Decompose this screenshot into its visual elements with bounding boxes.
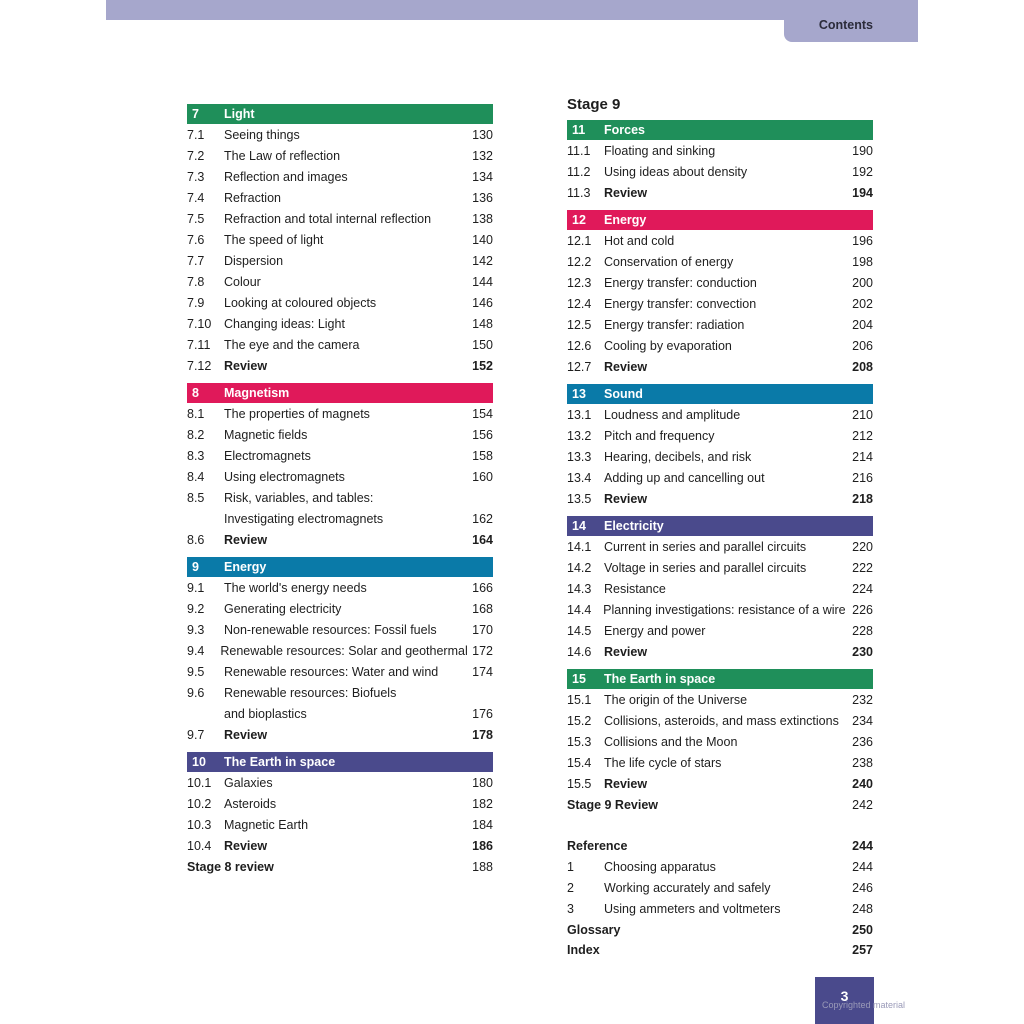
chapter-number: 7 xyxy=(192,107,199,121)
chapter-title: The Earth in space xyxy=(224,755,336,769)
entry-title: Choosing apparatus xyxy=(604,860,716,874)
entry-number: 13.3 xyxy=(567,450,592,464)
entry-title: Review xyxy=(604,492,648,506)
toc-entry[interactable] xyxy=(187,836,493,857)
entry-title: Galaxies xyxy=(224,776,273,790)
entry-number: 12.4 xyxy=(567,297,592,311)
toc-entry[interactable] xyxy=(187,662,493,683)
entry-number: 7.9 xyxy=(187,296,205,310)
entry-number: 13.1 xyxy=(567,408,592,422)
entry-page: 214 xyxy=(852,450,873,464)
glossary-title: Glossary xyxy=(567,923,621,937)
toc-entry[interactable] xyxy=(567,141,873,162)
entry-number: 12.2 xyxy=(567,255,592,269)
watermark: Copyrighted material xyxy=(822,1000,906,1010)
toc-entry[interactable] xyxy=(567,183,873,204)
entry-number: 13.5 xyxy=(567,492,592,506)
entry-page: 194 xyxy=(852,186,873,200)
toc-entry[interactable] xyxy=(567,162,873,183)
stage-review-row[interactable] xyxy=(567,795,873,816)
toc-entry[interactable] xyxy=(187,530,493,551)
entry-title: The properties of magnets xyxy=(224,407,370,421)
reference-items xyxy=(567,857,873,920)
entry-page: 146 xyxy=(472,296,493,310)
reference-page: 244 xyxy=(852,839,873,853)
entry-number: 14.5 xyxy=(567,624,592,638)
toc-entry[interactable] xyxy=(187,509,493,530)
entry-number: 3 xyxy=(567,902,574,916)
entry-page: 130 xyxy=(472,128,493,142)
entry-page: 174 xyxy=(472,665,493,679)
entry-page: 170 xyxy=(472,623,493,637)
entry-number: 12.1 xyxy=(567,234,592,248)
entry-number: 7.7 xyxy=(187,254,205,268)
chapter-number: 10 xyxy=(192,755,206,769)
toc-entry[interactable] xyxy=(187,488,493,509)
entry-page: 184 xyxy=(472,818,493,832)
entry-number: 7.8 xyxy=(187,275,205,289)
chapter-heading[interactable] xyxy=(187,557,493,577)
toc-entry[interactable] xyxy=(187,188,493,209)
entry-number: 15.4 xyxy=(567,756,592,770)
entry-title: Changing ideas: Light xyxy=(224,317,345,331)
toc-entry[interactable] xyxy=(567,642,873,663)
toc-entry[interactable] xyxy=(187,356,493,377)
entry-number: 9.3 xyxy=(187,623,205,637)
entry-number: 7.1 xyxy=(187,128,205,142)
toc-entry[interactable] xyxy=(567,252,873,273)
entry-number xyxy=(187,509,224,530)
entry-number: 10.3 xyxy=(187,818,212,832)
chapter-title: The Earth in space xyxy=(604,672,716,686)
entry-page: 218 xyxy=(852,492,873,506)
entry-title: Using ideas about density xyxy=(604,165,748,179)
entry-title: Asteroids xyxy=(224,797,277,811)
entry-title: Magnetic Earth xyxy=(224,818,309,832)
stage-review-title: Stage 9 Review xyxy=(567,798,659,812)
entry-number: 9.1 xyxy=(187,581,205,595)
entry-title: The life cycle of stars xyxy=(604,756,722,770)
entry-page: 138 xyxy=(472,212,493,226)
entry-number: 8.2 xyxy=(187,428,205,442)
entry-title: Dispersion xyxy=(224,254,284,268)
entry-number: 15.1 xyxy=(567,693,592,707)
entry-page: 232 xyxy=(852,693,873,707)
entry-page: 220 xyxy=(852,540,873,554)
entry-number: 12.5 xyxy=(567,318,592,332)
entry-title: The Law of reflection xyxy=(224,149,341,163)
entry-title: Energy transfer: convection xyxy=(604,297,757,311)
entry-page: 230 xyxy=(852,645,873,659)
chapter-title: Magnetism xyxy=(224,386,290,400)
entry-page: 144 xyxy=(472,275,493,289)
chapter-heading[interactable] xyxy=(567,516,873,536)
chapter-title: Electricity xyxy=(604,519,664,533)
chapter-heading[interactable] xyxy=(187,752,493,772)
entry-page: 196 xyxy=(852,234,873,248)
entry-title: Adding up and cancelling out xyxy=(604,471,765,485)
chapter-heading[interactable] xyxy=(187,104,493,124)
entry-title: Energy and power xyxy=(604,624,706,638)
entry-title: Hot and cold xyxy=(604,234,675,248)
toc-entry[interactable] xyxy=(567,315,873,336)
entry-title: Review xyxy=(604,645,648,659)
chapter-number: 14 xyxy=(572,519,586,533)
entry-title: Renewable resources: Solar and geothermal xyxy=(220,644,468,658)
chapter-heading[interactable] xyxy=(567,210,873,230)
toc-entry[interactable] xyxy=(567,753,873,774)
entry-number: 7.6 xyxy=(187,233,205,247)
entry-number: 14.1 xyxy=(567,540,592,554)
toc-entry[interactable] xyxy=(187,683,493,704)
entry-number: 7.4 xyxy=(187,191,205,205)
glossary-page: 250 xyxy=(852,923,873,937)
entry-number: 12.6 xyxy=(567,339,592,353)
toc-entry[interactable] xyxy=(567,711,873,732)
entry-page: 132 xyxy=(472,149,493,163)
entry-number: 7.5 xyxy=(187,212,205,226)
toc-entry[interactable] xyxy=(567,774,873,795)
toc-entry[interactable] xyxy=(567,537,873,558)
toc-entry[interactable] xyxy=(567,426,873,447)
entry-page: 158 xyxy=(472,449,493,463)
entry-number: 9.4 xyxy=(187,644,205,658)
entry-title: Reflection and images xyxy=(224,170,348,184)
toc-entry[interactable] xyxy=(187,815,493,836)
entry-page: 226 xyxy=(852,603,873,617)
entry-title: Pitch and frequency xyxy=(604,429,715,443)
entry-number: 12.3 xyxy=(567,276,592,290)
chapter-heading[interactable] xyxy=(567,120,873,140)
entry-number: 7.2 xyxy=(187,149,205,163)
entry-page: 190 xyxy=(852,144,873,158)
entry-title: and bioplastics xyxy=(224,707,307,721)
toc-entry[interactable] xyxy=(567,447,873,468)
entry-number: 15.5 xyxy=(567,777,592,791)
entry-number: 14.2 xyxy=(567,561,592,575)
reference-entry[interactable] xyxy=(567,857,873,878)
toc-entry[interactable] xyxy=(187,314,493,335)
entry-title: The world's energy needs xyxy=(224,581,367,595)
toc-entry[interactable] xyxy=(187,794,493,815)
stage-review-title: Stage 8 review xyxy=(187,860,274,874)
entry-page: 210 xyxy=(852,408,873,422)
entry-number: 10.2 xyxy=(187,797,212,811)
entry-title: Resistance xyxy=(604,582,666,596)
reference-title: Reference xyxy=(567,839,628,853)
entry-title: Review xyxy=(224,533,268,547)
entry-title: Magnetic fields xyxy=(224,428,308,442)
entry-page: 168 xyxy=(472,602,493,616)
toc-entry[interactable] xyxy=(187,599,493,620)
entry-page: 208 xyxy=(852,360,873,374)
toc-entry[interactable] xyxy=(187,230,493,251)
entry-page: 246 xyxy=(852,881,873,895)
entry-page: 164 xyxy=(472,533,493,547)
entry-page: 216 xyxy=(852,471,873,485)
reference-entry[interactable] xyxy=(567,878,873,899)
chapter-title: Light xyxy=(224,107,255,121)
toc-entry[interactable] xyxy=(567,690,873,711)
entry-number: 8.1 xyxy=(187,407,205,421)
chapter-heading[interactable] xyxy=(567,384,873,404)
entry-number: 7.12 xyxy=(187,359,212,373)
entry-number: 1 xyxy=(567,860,574,874)
entry-title: Planning investigations: resistance of a wire xyxy=(603,603,846,617)
entry-page: 238 xyxy=(852,756,873,770)
entry-title: Review xyxy=(604,777,648,791)
toc-entry[interactable] xyxy=(187,467,493,488)
entry-title: Hearing, decibels, and risk xyxy=(604,450,752,464)
entry-title: Renewable resources: Biofuels xyxy=(224,686,397,700)
entry-page: 180 xyxy=(472,776,493,790)
entry-number: 8.6 xyxy=(187,533,205,547)
entry-title: Conservation of energy xyxy=(604,255,734,269)
entry-number: 15.2 xyxy=(567,714,592,728)
index-page: 257 xyxy=(852,943,873,957)
entry-page: 140 xyxy=(472,233,493,247)
toc-entry[interactable] xyxy=(567,579,873,600)
entry-page: 136 xyxy=(472,191,493,205)
entry-title: Risk, variables, and tables: xyxy=(224,491,374,505)
entry-title: Looking at coloured objects xyxy=(224,296,377,310)
chapter-title: Forces xyxy=(604,123,645,137)
toc-entry[interactable] xyxy=(187,704,493,725)
stage-review-page: 188 xyxy=(472,860,493,874)
entry-page: 234 xyxy=(852,714,873,728)
toc-entry[interactable] xyxy=(567,273,873,294)
toc-entry[interactable] xyxy=(187,209,493,230)
toc-entry[interactable] xyxy=(567,600,873,621)
entry-title: Review xyxy=(224,728,268,742)
reference-entry[interactable] xyxy=(567,899,873,920)
toc-entry[interactable] xyxy=(187,641,493,662)
entry-title: Working accurately and safely xyxy=(604,881,771,895)
chapter-number: 11 xyxy=(572,123,586,137)
entry-title: Loudness and amplitude xyxy=(604,408,741,422)
entry-page: 236 xyxy=(852,735,873,749)
toc-entry[interactable] xyxy=(567,336,873,357)
entry-number: 13.4 xyxy=(567,471,592,485)
toc-entry[interactable] xyxy=(187,425,493,446)
chapter-title: Energy xyxy=(604,213,647,227)
entry-page: 186 xyxy=(472,839,493,853)
toc-entry[interactable] xyxy=(187,272,493,293)
entry-title: Renewable resources: Water and wind xyxy=(224,665,439,679)
entry-title: Using electromagnets xyxy=(224,470,345,484)
entry-page xyxy=(465,683,493,704)
entry-number: 7.11 xyxy=(187,338,211,352)
chapter-title: Energy xyxy=(224,560,267,574)
entry-page: 248 xyxy=(852,902,873,916)
entry-page: 206 xyxy=(852,339,873,353)
toc-entry[interactable] xyxy=(567,732,873,753)
left-column xyxy=(187,104,493,878)
entry-number xyxy=(187,704,224,725)
entry-page: 212 xyxy=(852,429,873,443)
entry-number: 10.1 xyxy=(187,776,212,790)
entry-page: 182 xyxy=(472,797,493,811)
entry-number: 11.1 xyxy=(567,144,591,158)
toc-entry[interactable] xyxy=(187,335,493,356)
entry-number: 9.6 xyxy=(187,686,205,700)
entry-page: 154 xyxy=(472,407,493,421)
contents-tab xyxy=(784,0,918,42)
stage-review-page: 242 xyxy=(852,798,873,812)
entry-title: Current in series and parallel circuits xyxy=(604,540,807,554)
entry-number: 11.3 xyxy=(567,186,591,200)
chapter-number: 12 xyxy=(572,213,586,227)
toc-entry[interactable] xyxy=(187,404,493,425)
entry-title: Floating and sinking xyxy=(604,144,716,158)
entry-number: 14.4 xyxy=(567,603,592,617)
entry-title: Review xyxy=(604,186,648,200)
chapter-number: 8 xyxy=(192,386,199,400)
entry-title: Energy transfer: conduction xyxy=(604,276,757,290)
right-chapters xyxy=(567,120,873,795)
toc-entry[interactable] xyxy=(187,725,493,746)
entry-title: Energy transfer: radiation xyxy=(604,318,745,332)
entry-page: 240 xyxy=(852,777,873,791)
entry-page: 222 xyxy=(852,561,873,575)
entry-page: 142 xyxy=(472,254,493,268)
entry-page: 156 xyxy=(472,428,493,442)
entry-title: Collisions, asteroids, and mass extinctions xyxy=(604,714,839,728)
index-row[interactable] xyxy=(567,941,873,960)
toc-entry[interactable] xyxy=(567,231,873,252)
entry-page: 172 xyxy=(472,644,493,658)
entry-number: 7.10 xyxy=(187,317,212,331)
chapter-heading[interactable] xyxy=(567,669,873,689)
reference-row[interactable] xyxy=(567,836,873,857)
toc-entry[interactable] xyxy=(187,167,493,188)
toc-entry[interactable] xyxy=(187,446,493,467)
entry-title: The origin of the Universe xyxy=(604,693,748,707)
entry-page: 166 xyxy=(472,581,493,595)
entry-page: 200 xyxy=(852,276,873,290)
entry-title: Review xyxy=(224,839,268,853)
toc-entry[interactable] xyxy=(187,578,493,599)
entry-number: 13.2 xyxy=(567,429,592,443)
entry-title: Using ammeters and voltmeters xyxy=(604,902,781,916)
chapter-title: Sound xyxy=(604,387,643,401)
toc-entry[interactable] xyxy=(187,251,493,272)
entry-title: Review xyxy=(224,359,268,373)
entry-number: 8.4 xyxy=(187,470,205,484)
toc-entry[interactable] xyxy=(567,558,873,579)
entry-title: The speed of light xyxy=(224,233,324,247)
entry-page: 224 xyxy=(852,582,873,596)
entry-page: 148 xyxy=(472,317,493,331)
entry-title: The eye and the camera xyxy=(224,338,360,352)
entry-number: 15.3 xyxy=(567,735,592,749)
chapter-heading[interactable] xyxy=(187,383,493,403)
toc-entry[interactable] xyxy=(567,621,873,642)
chapter-number: 15 xyxy=(572,672,586,686)
stage-title: Stage 9 xyxy=(567,96,621,113)
page-number: 3 xyxy=(815,977,874,1024)
toc-entry[interactable] xyxy=(567,489,873,510)
stage-review-row[interactable] xyxy=(187,857,493,878)
entry-title: Voltage in series and parallel circuits xyxy=(604,561,807,575)
entry-page: 134 xyxy=(472,170,493,184)
entry-page: 244 xyxy=(852,860,873,874)
entry-number: 10.4 xyxy=(187,839,212,853)
entry-number: 9.2 xyxy=(187,602,205,616)
toc-entry[interactable] xyxy=(187,293,493,314)
entry-number: 8.5 xyxy=(187,491,205,505)
entry-page xyxy=(465,488,493,509)
toc-entry[interactable] xyxy=(187,620,493,641)
entry-number: 11.2 xyxy=(567,165,591,179)
entry-number: 14.3 xyxy=(567,582,592,596)
toc-entry[interactable] xyxy=(567,294,873,315)
chapter-number: 13 xyxy=(572,387,586,401)
entry-page: 198 xyxy=(852,255,873,269)
entry-number: 7.3 xyxy=(187,170,205,184)
entry-number: 8.3 xyxy=(187,449,205,463)
right-column xyxy=(567,93,873,960)
entry-title: Investigating electromagnets xyxy=(224,512,384,526)
entry-title: Cooling by evaporation xyxy=(604,339,732,353)
contents-tab-label: Contents xyxy=(818,18,873,32)
entry-title: Colour xyxy=(224,275,261,289)
entry-title: Generating electricity xyxy=(224,602,342,616)
entry-number: 9.5 xyxy=(187,665,205,679)
toc-entry[interactable] xyxy=(567,405,873,426)
entry-page: 176 xyxy=(472,707,493,721)
entry-title: Collisions and the Moon xyxy=(604,735,738,749)
chapter-number: 9 xyxy=(192,560,199,574)
toc-entry[interactable] xyxy=(567,357,873,378)
entry-page: 152 xyxy=(472,359,493,373)
glossary-row[interactable] xyxy=(567,920,873,941)
entry-title: Electromagnets xyxy=(224,449,311,463)
toc-entry[interactable] xyxy=(187,125,493,146)
entry-number: 2 xyxy=(567,881,574,895)
entry-title: Seeing things xyxy=(224,128,300,142)
entry-number: 14.6 xyxy=(567,645,592,659)
entry-number: 9.7 xyxy=(187,728,205,742)
entry-page: 162 xyxy=(472,512,493,526)
entry-title: Refraction xyxy=(224,191,281,205)
entry-page: 150 xyxy=(472,338,493,352)
entry-page: 178 xyxy=(472,728,493,742)
toc-entry[interactable] xyxy=(187,773,493,794)
entry-page: 204 xyxy=(852,318,873,332)
entry-page: 160 xyxy=(472,470,493,484)
entry-page: 202 xyxy=(852,297,873,311)
entry-number: 12.7 xyxy=(567,360,592,374)
entry-title: Review xyxy=(604,360,648,374)
entry-page: 228 xyxy=(852,624,873,638)
entry-title: Non-renewable resources: Fossil fuels xyxy=(224,623,437,637)
entry-title: Refraction and total internal reflection xyxy=(224,212,432,226)
toc-entry[interactable] xyxy=(187,146,493,167)
entry-page: 192 xyxy=(852,165,873,179)
toc-entry[interactable] xyxy=(567,468,873,489)
index-title: Index xyxy=(567,943,600,957)
